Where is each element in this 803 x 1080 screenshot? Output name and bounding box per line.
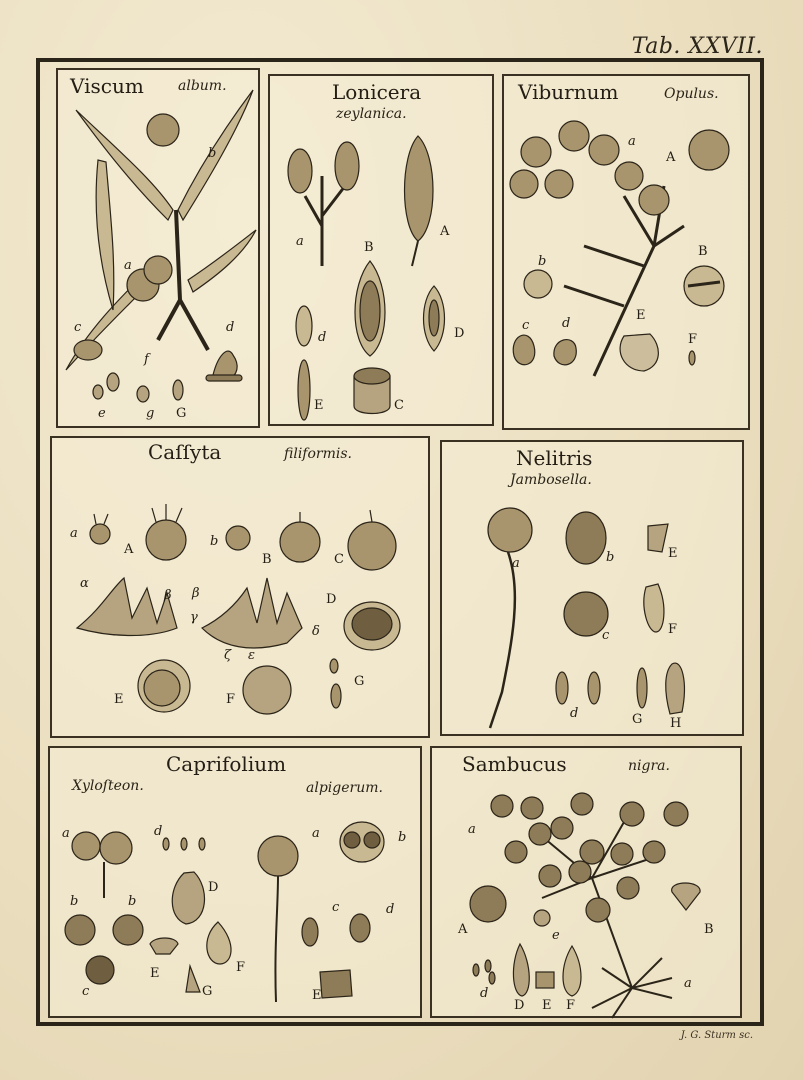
cassyta-label-epsilon: ε: [248, 648, 255, 663]
viburnum-label-c: c: [522, 318, 530, 333]
viburnum-label-d: d: [562, 316, 571, 331]
caprifolium-label-a-1: a: [62, 826, 70, 841]
panel-viscum: [56, 68, 260, 428]
cassyta-label-a: a: [70, 526, 78, 541]
viscum-label-e: e: [98, 406, 106, 421]
panel-sambucus-genus: Sambucus: [462, 752, 567, 776]
nelitris-label-c: c: [602, 628, 610, 643]
cassyta-label-A: A: [124, 542, 134, 557]
viburnum-label-B: B: [698, 244, 708, 259]
viburnum-label-b: b: [538, 254, 547, 269]
sambucus-label-a-2: a: [684, 976, 692, 991]
lonicera-label-B: B: [364, 240, 374, 255]
viscum-label-G: G: [176, 406, 187, 421]
caprifolium-label-d-2: d: [386, 902, 395, 917]
nelitris-illustration: [442, 442, 746, 738]
cassyta-label-beta-2: β: [192, 586, 200, 601]
caprifolium-label-E-2: E: [312, 988, 322, 1003]
panel-viburnum: [502, 74, 750, 430]
sambucus-label-a-1: a: [468, 822, 476, 837]
sambucus-label-E: E: [542, 998, 552, 1013]
panel-caprifolium: [48, 746, 422, 1018]
viburnum-label-a: a: [628, 134, 636, 149]
cassyta-label-B: B: [262, 552, 272, 567]
panel-lonicera-genus: Lonicera: [332, 80, 422, 104]
lonicera-label-d: d: [318, 330, 327, 345]
sambucus-label-A: A: [458, 922, 468, 937]
sambucus-illustration: [432, 748, 744, 1020]
panel-sambucus: [430, 746, 742, 1018]
panel-nelitris-species: Jambosella.: [510, 472, 592, 488]
viburnum-label-E: E: [636, 308, 646, 323]
sambucus-label-B: B: [704, 922, 714, 937]
cassyta-label-G: G: [354, 674, 365, 689]
nelitris-label-F: F: [668, 622, 678, 637]
cassyta-label-F: F: [226, 692, 236, 707]
cassyta-label-C: C: [334, 552, 344, 567]
caprifolium-label-d-1: d: [154, 824, 163, 839]
panel-viscum-species: album.: [178, 78, 227, 94]
viscum-label-g: g: [146, 406, 155, 421]
cassyta-label-gamma: γ: [190, 610, 198, 625]
cassyta-label-D: D: [326, 592, 337, 607]
cassyta-label-b: b: [210, 534, 219, 549]
nelitris-label-b: b: [606, 550, 615, 565]
viscum-label-b: b: [208, 146, 217, 161]
panel-viburnum-species: Opulus.: [664, 86, 719, 102]
sambucus-label-F: F: [566, 998, 576, 1013]
panel-lonicera: [268, 74, 494, 426]
lonicera-label-C: C: [394, 398, 404, 413]
nelitris-label-H: H: [670, 716, 682, 731]
panel-caprifolium-species: Xyloſteon.: [72, 778, 144, 794]
engraver-signature: J. G. Sturm sc.: [680, 1030, 753, 1041]
caprifolium-label-D: D: [208, 880, 219, 895]
lonicera-label-A: A: [440, 224, 450, 239]
panel-cassyta-genus: Caſſyta: [148, 440, 222, 464]
panel-cassyta-species: filiformis.: [284, 446, 352, 462]
nelitris-label-G: G: [632, 712, 643, 727]
plate-title: Tab. XXVII.: [631, 34, 763, 59]
panel-cassyta: [50, 436, 430, 738]
panel-viburnum-genus: Viburnum: [518, 80, 619, 104]
panel-caprifolium-genus: Caprifolium: [166, 752, 287, 776]
caprifolium-label-E-1: E: [150, 966, 160, 981]
cassyta-label-delta: δ: [312, 624, 320, 639]
cassyta-label-zeta: ζ: [224, 648, 232, 663]
cassyta-illustration: [52, 438, 432, 740]
viscum-label-f: f: [144, 352, 149, 367]
panel-sambucus-species: nigra.: [628, 758, 670, 774]
panel-nelitris: [440, 440, 744, 736]
lonicera-label-a: a: [296, 234, 304, 249]
lonicera-illustration: [270, 76, 496, 428]
viburnum-label-F: F: [688, 332, 698, 347]
caprifolium-label-a-2: a: [312, 826, 320, 841]
caprifolium-label-b-1: b: [70, 894, 79, 909]
cassyta-label-beta-1: β: [164, 588, 172, 603]
caprifolium-label-b-3: b: [398, 830, 407, 845]
nelitris-label-a: a: [512, 556, 520, 571]
lonicera-label-E: E: [314, 398, 324, 413]
panel-caprifolium-species2: alpigerum.: [306, 780, 383, 796]
viscum-illustration: [58, 70, 262, 430]
panel-viscum-genus: Viscum: [70, 74, 144, 98]
lonicera-label-D: D: [454, 326, 465, 341]
panel-nelitris-genus: Nelitris: [516, 446, 593, 470]
caprifolium-label-G: G: [202, 984, 213, 999]
caprifolium-label-c-2: c: [332, 900, 340, 915]
viscum-label-d: d: [226, 320, 235, 335]
viscum-label-c: c: [74, 320, 82, 335]
sambucus-label-e: e: [552, 928, 560, 943]
nelitris-label-E: E: [668, 546, 678, 561]
viscum-label-a: a: [124, 258, 132, 273]
sambucus-label-D: D: [514, 998, 525, 1013]
cassyta-label-E: E: [114, 692, 124, 707]
caprifolium-label-F: F: [236, 960, 246, 975]
caprifolium-label-b-2: b: [128, 894, 137, 909]
panel-lonicera-species: zeylanica.: [336, 106, 407, 122]
nelitris-label-d: d: [570, 706, 579, 721]
viburnum-label-A: A: [666, 150, 676, 165]
sambucus-label-d: d: [480, 986, 489, 1001]
cassyta-label-alpha: α: [80, 576, 89, 591]
caprifolium-label-c-1: c: [82, 984, 90, 999]
